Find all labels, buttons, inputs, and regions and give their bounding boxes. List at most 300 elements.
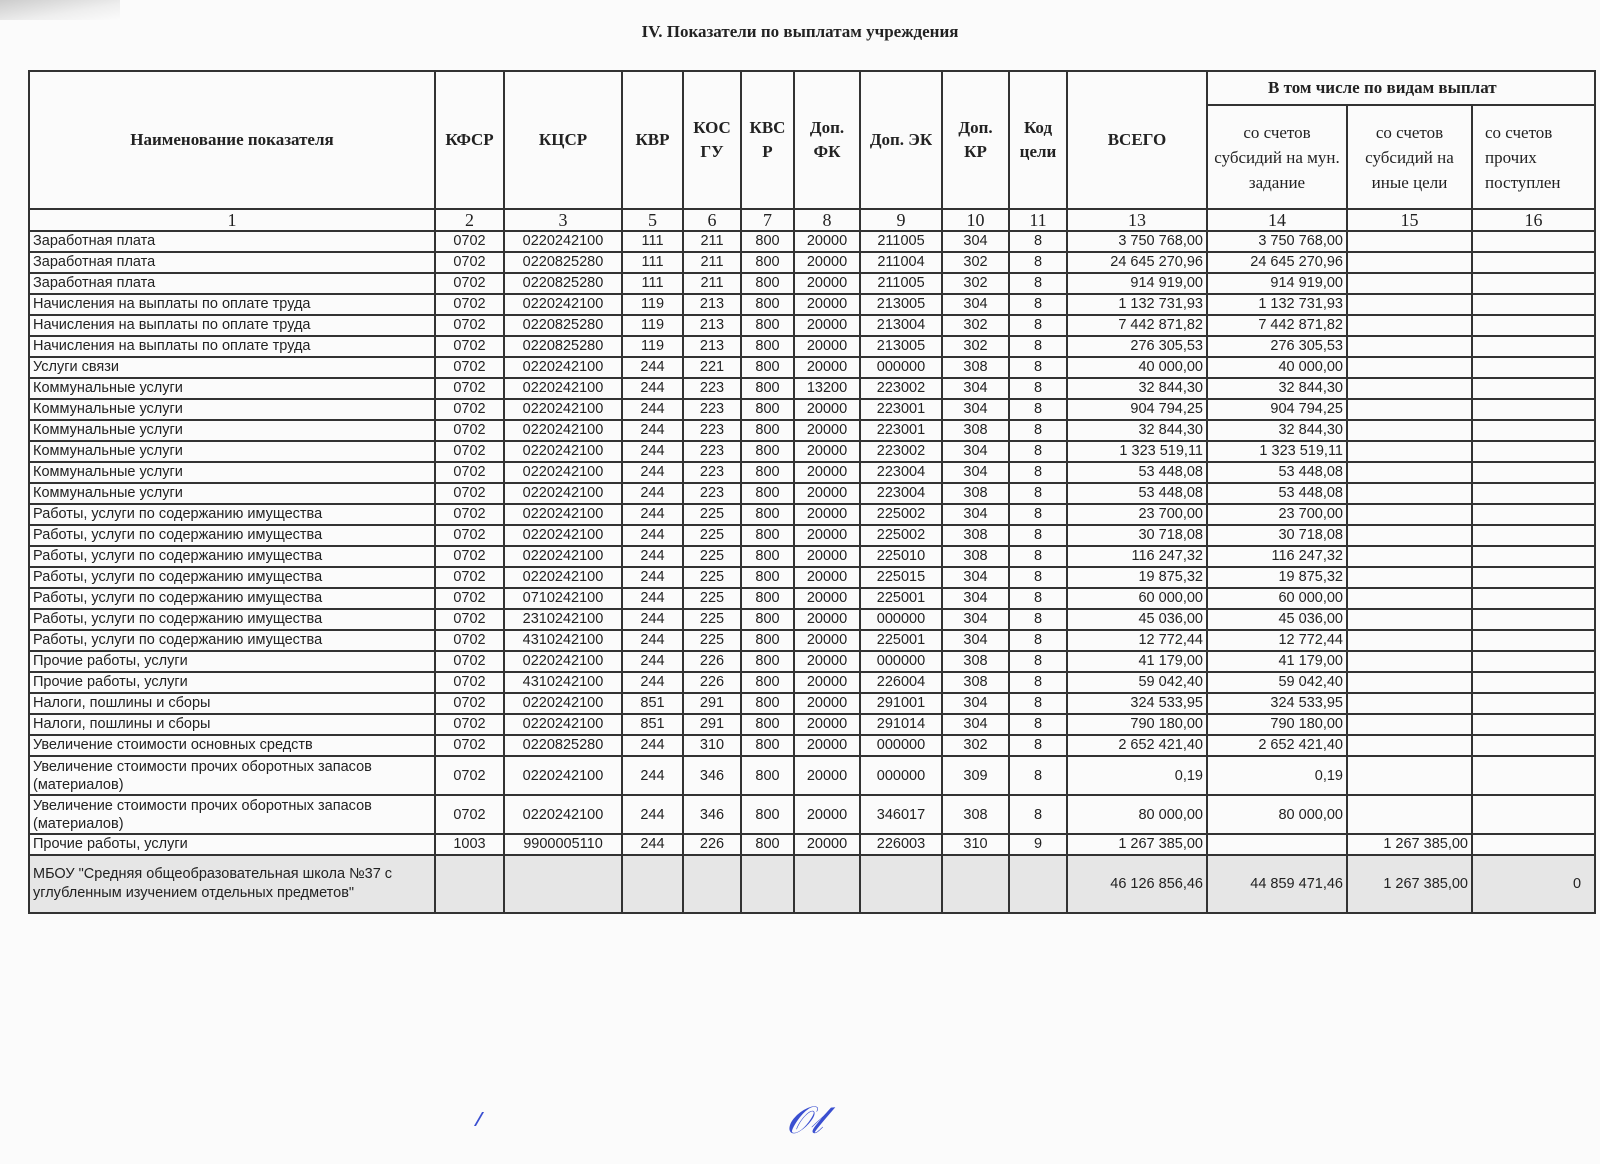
cell-kvsr: 800 [741,795,794,834]
cell-kcsr: 0220825280 [504,336,622,357]
cell-kfsr: 0702 [435,273,504,294]
cell-kod-celi: 8 [1009,588,1067,609]
cell-kfsr: 0702 [435,399,504,420]
cell-kosgu: 223 [683,462,741,483]
cell-kcsr: 0220242100 [504,294,622,315]
cell-kosgu: 223 [683,399,741,420]
cell-kvr: 244 [622,462,683,483]
cell-kvr: 244 [622,834,683,855]
cell-kosgu: 221 [683,357,741,378]
cell-kcsr: 0220242100 [504,546,622,567]
cell-sub-mun: 7 442 871,82 [1207,315,1347,336]
cell-kvsr: 800 [741,630,794,651]
cell-kvr: 244 [622,504,683,525]
cell-kosgu: 310 [683,735,741,756]
cell-dop-kr: 302 [942,735,1009,756]
cell-sub-other [1347,795,1472,834]
cell-kod-celi: 8 [1009,714,1067,735]
cell-total: 32 844,30 [1067,420,1207,441]
cell-name: Работы, услуги по содержанию имущества [29,504,435,525]
cell-other-income [1472,357,1595,378]
page-title: IV. Показатели по выплатам учреждения [641,22,959,41]
cell-sub-mun: 30 718,08 [1207,525,1347,546]
cell-sub-mun: 45 036,00 [1207,609,1347,630]
cell-sub-mun: 3 750 768,00 [1207,231,1347,252]
cell-kcsr: 0220242100 [504,378,622,399]
cell-kosgu: 226 [683,672,741,693]
cell-sub-mun: 60 000,00 [1207,588,1347,609]
cell-dop-kr: 304 [942,714,1009,735]
cell-dop-ek: 223001 [860,420,942,441]
cell-dop-fk: 20000 [794,651,860,672]
cell-kfsr: 0702 [435,420,504,441]
cell-sub-other [1347,714,1472,735]
cell-sub-mun: 2 652 421,40 [1207,735,1347,756]
table-row [29,525,1595,546]
cell-other-income [1472,567,1595,588]
cell-other-income [1472,462,1595,483]
cell-kvsr: 800 [741,378,794,399]
cell-other-income [1472,714,1595,735]
cell-sub-other [1347,252,1472,273]
cell-sub-other [1347,525,1472,546]
cell-sub-mun: 324 533,95 [1207,693,1347,714]
cell-dop-ek: 213005 [860,294,942,315]
cell-other-income [1472,525,1595,546]
cell-name: Работы, услуги по содержанию имущества [29,525,435,546]
cell-dop-kr: 304 [942,441,1009,462]
cell-kfsr: 0702 [435,756,504,795]
total-empty-cell [622,855,683,913]
column-number: 6 [683,209,741,231]
cell-total: 53 448,08 [1067,483,1207,504]
cell-kvr: 244 [622,630,683,651]
cell-kod-celi: 8 [1009,756,1067,795]
cell-dop-fk: 20000 [794,756,860,795]
cell-total: 19 875,32 [1067,567,1207,588]
cell-sub-mun: 32 844,30 [1207,420,1347,441]
cell-kosgu: 211 [683,252,741,273]
cell-kcsr: 4310242100 [504,630,622,651]
cell-kosgu: 225 [683,567,741,588]
cell-sub-other [1347,483,1472,504]
table-row [29,483,1595,504]
cell-kod-celi: 8 [1009,462,1067,483]
cell-kfsr: 0702 [435,483,504,504]
cell-kosgu: 291 [683,693,741,714]
cell-kosgu: 226 [683,651,741,672]
cell-other-income [1472,795,1595,834]
cell-sub-mun: 0,19 [1207,756,1347,795]
cell-kvsr: 800 [741,231,794,252]
cell-sub-mun: 276 305,53 [1207,336,1347,357]
column-number: 13 [1067,209,1207,231]
cell-dop-ek: 223002 [860,378,942,399]
cell-dop-kr: 304 [942,567,1009,588]
cell-dop-fk: 20000 [794,441,860,462]
cell-other-income [1472,378,1595,399]
cell-other-income [1472,420,1595,441]
cell-name: Налоги, пошлины и сборы [29,693,435,714]
cell-name: Коммунальные услуги [29,420,435,441]
cell-kcsr: 0220242100 [504,651,622,672]
cell-dop-kr: 308 [942,651,1009,672]
cell-kvr: 111 [622,231,683,252]
cell-sub-mun: 53 448,08 [1207,462,1347,483]
cell-name: Работы, услуги по содержанию имущества [29,546,435,567]
cell-kvsr: 800 [741,357,794,378]
cell-other-income [1472,315,1595,336]
cell-name: Коммунальные услуги [29,462,435,483]
cell-total: 2 652 421,40 [1067,735,1207,756]
cell-kcsr: 0220242100 [504,441,622,462]
cell-sub-mun: 23 700,00 [1207,504,1347,525]
cell-kvr: 244 [622,651,683,672]
cell-kcsr: 4310242100 [504,672,622,693]
table-row [29,441,1595,462]
cell-kosgu: 226 [683,834,741,855]
cell-kvr: 244 [622,672,683,693]
cell-dop-ek: 291014 [860,714,942,735]
cell-kcsr: 0220242100 [504,714,622,735]
cell-total: 80 000,00 [1067,795,1207,834]
cell-dop-fk: 20000 [794,735,860,756]
cell-dop-ek: 225015 [860,567,942,588]
cell-sub-mun: 32 844,30 [1207,378,1347,399]
total-empty-cell [942,855,1009,913]
cell-total: 276 305,53 [1067,336,1207,357]
cell-total: 41 179,00 [1067,651,1207,672]
cell-kcsr: 0220242100 [504,399,622,420]
cell-dop-fk: 20000 [794,609,860,630]
cell-kfsr: 0702 [435,693,504,714]
cell-dop-ek: 226004 [860,672,942,693]
column-number: 16 [1472,209,1595,231]
cell-dop-ek: 291001 [860,693,942,714]
cell-sub-mun [1207,834,1347,855]
header-sub-mun: со счетов субсидий на мун. задание [1207,105,1347,209]
cell-dop-ek: 225010 [860,546,942,567]
cell-total: 904 794,25 [1067,399,1207,420]
cell-kod-celi: 8 [1009,336,1067,357]
cell-kcsr: 0220825280 [504,735,622,756]
cell-dop-kr: 304 [942,609,1009,630]
cell-kvr: 119 [622,315,683,336]
cell-other-income [1472,834,1595,855]
table-row [29,462,1595,483]
cell-kvr: 244 [622,588,683,609]
cell-dop-ek: 225002 [860,504,942,525]
cell-kvr: 851 [622,714,683,735]
cell-other-income [1472,252,1595,273]
cell-kcsr: 0220825280 [504,252,622,273]
cell-kod-celi: 8 [1009,651,1067,672]
table-row [29,693,1595,714]
cell-kod-celi: 8 [1009,420,1067,441]
cell-kvr: 244 [622,441,683,462]
table-row [29,504,1595,525]
cell-total: 790 180,00 [1067,714,1207,735]
cell-dop-fk: 20000 [794,630,860,651]
cell-sub-mun: 904 794,25 [1207,399,1347,420]
cell-kosgu: 225 [683,504,741,525]
cell-kcsr: 2310242100 [504,609,622,630]
cell-dop-fk: 20000 [794,795,860,834]
cell-kvsr: 800 [741,273,794,294]
cell-name: Начисления на выплаты по оплате труда [29,294,435,315]
cell-sub-other [1347,399,1472,420]
signature-mark [474,1112,490,1126]
cell-kod-celi: 8 [1009,672,1067,693]
cell-sub-mun: 41 179,00 [1207,651,1347,672]
signature: 𝒪𝓁 [786,1098,823,1142]
cell-sub-other [1347,231,1472,252]
cell-kfsr: 0702 [435,567,504,588]
cell-kfsr: 0702 [435,357,504,378]
cell-sub-other [1347,504,1472,525]
cell-kosgu: 223 [683,378,741,399]
cell-kvr: 244 [622,357,683,378]
cell-dop-kr: 304 [942,588,1009,609]
cell-total: 914 919,00 [1067,273,1207,294]
cell-kosgu: 213 [683,336,741,357]
cell-kfsr: 0702 [435,231,504,252]
header-kod-celi: Код цели [1009,71,1067,209]
cell-kfsr: 0702 [435,525,504,546]
cell-dop-kr: 302 [942,252,1009,273]
cell-kvr: 119 [622,294,683,315]
total-sub-mun: 44 859 471,46 [1207,855,1347,913]
cell-kosgu: 225 [683,588,741,609]
cell-kod-celi: 8 [1009,357,1067,378]
table-row [29,231,1595,252]
total-name: МБОУ "Средняя общеобразовательная школа №37 с углубленным изучением отдельных предметов" [29,855,435,913]
cell-dop-ek: 226003 [860,834,942,855]
cell-sub-other [1347,462,1472,483]
cell-kcsr: 0220242100 [504,567,622,588]
cell-total: 1 267 385,00 [1067,834,1207,855]
header-kvr: КВР [622,71,683,209]
cell-kvr: 244 [622,735,683,756]
cell-name: Налоги, пошлины и сборы [29,714,435,735]
table-row [29,315,1595,336]
cell-dop-ek: 223002 [860,441,942,462]
cell-kcsr: 0710242100 [504,588,622,609]
table-row [29,714,1595,735]
column-number: 14 [1207,209,1347,231]
cell-dop-kr: 302 [942,336,1009,357]
cell-kvsr: 800 [741,672,794,693]
cell-sub-other [1347,420,1472,441]
cell-total: 60 000,00 [1067,588,1207,609]
cell-sub-other [1347,378,1472,399]
cell-kcsr: 0220242100 [504,357,622,378]
cell-other-income [1472,441,1595,462]
cell-kod-celi: 8 [1009,546,1067,567]
cell-kfsr: 0702 [435,462,504,483]
column-number: 15 [1347,209,1472,231]
cell-other-income [1472,294,1595,315]
cell-kvr: 119 [622,336,683,357]
cell-name: Работы, услуги по содержанию имущества [29,609,435,630]
cell-kod-celi: 8 [1009,504,1067,525]
cell-other-income [1472,231,1595,252]
cell-kosgu: 211 [683,231,741,252]
cell-dop-ek: 223004 [860,462,942,483]
cell-kfsr: 0702 [435,294,504,315]
cell-sub-other [1347,567,1472,588]
cell-total: 24 645 270,96 [1067,252,1207,273]
cell-total: 1 132 731,93 [1067,294,1207,315]
cell-dop-fk: 20000 [794,588,860,609]
column-number: 11 [1009,209,1067,231]
header-kcsr: КЦСР [504,71,622,209]
total-total: 46 126 856,46 [1067,855,1207,913]
cell-kosgu: 213 [683,294,741,315]
cell-kvsr: 800 [741,336,794,357]
total-empty-cell [504,855,622,913]
cell-dop-fk: 20000 [794,420,860,441]
cell-other-income [1472,504,1595,525]
cell-dop-kr: 308 [942,357,1009,378]
cell-sub-mun: 19 875,32 [1207,567,1347,588]
cell-sub-mun: 790 180,00 [1207,714,1347,735]
cell-dop-fk: 20000 [794,294,860,315]
table-row [29,357,1595,378]
cell-kfsr: 0702 [435,630,504,651]
cell-sub-other [1347,756,1472,795]
cell-kvr: 111 [622,273,683,294]
table-row [29,672,1595,693]
cell-name: Услуги связи [29,357,435,378]
cell-dop-fk: 13200 [794,378,860,399]
cell-dop-ek: 225001 [860,588,942,609]
cell-kvsr: 800 [741,693,794,714]
cell-kcsr: 9900005110 [504,834,622,855]
table-row [29,273,1595,294]
cell-dop-ek: 000000 [860,756,942,795]
cell-sub-other [1347,336,1472,357]
table-row [29,294,1595,315]
cell-kosgu: 213 [683,315,741,336]
table-row [29,567,1595,588]
cell-kcsr: 0220242100 [504,693,622,714]
cell-kvsr: 800 [741,714,794,735]
column-number: 3 [504,209,622,231]
cell-other-income [1472,336,1595,357]
cell-other-income [1472,672,1595,693]
cell-name: Увеличение стоимости прочих оборотных запасов (материалов) [29,756,435,795]
column-number: 5 [622,209,683,231]
total-empty-cell [435,855,504,913]
cell-other-income [1472,693,1595,714]
cell-name: Коммунальные услуги [29,483,435,504]
cell-name: Начисления на выплаты по оплате труда [29,336,435,357]
cell-kvsr: 800 [741,441,794,462]
cell-kod-celi: 8 [1009,693,1067,714]
cell-name: Прочие работы, услуги [29,651,435,672]
cell-kvr: 244 [622,795,683,834]
cell-total: 30 718,08 [1067,525,1207,546]
cell-kfsr: 1003 [435,834,504,855]
cell-kcsr: 0220242100 [504,483,622,504]
cell-kod-celi: 8 [1009,399,1067,420]
cell-dop-kr: 302 [942,315,1009,336]
table-row [29,834,1595,855]
table-row [29,735,1595,756]
cell-name: Заработная плата [29,252,435,273]
cell-dop-fk: 20000 [794,252,860,273]
cell-dop-ek: 225001 [860,630,942,651]
total-empty-cell [794,855,860,913]
column-number: 2 [435,209,504,231]
cell-dop-kr: 304 [942,630,1009,651]
cell-kfsr: 0702 [435,315,504,336]
cell-sub-other [1347,672,1472,693]
cell-dop-fk: 20000 [794,714,860,735]
cell-other-income [1472,273,1595,294]
header-other-income: со счетов прочих поступлен [1472,105,1595,209]
cell-sub-other [1347,357,1472,378]
cell-kvr: 851 [622,693,683,714]
total-sub-other: 1 267 385,00 [1347,855,1472,913]
cell-kvr: 111 [622,252,683,273]
cell-kfsr: 0702 [435,336,504,357]
cell-dop-kr: 302 [942,273,1009,294]
cell-dop-kr: 308 [942,672,1009,693]
cell-kcsr: 0220242100 [504,462,622,483]
cell-kvsr: 800 [741,420,794,441]
cell-dop-kr: 304 [942,462,1009,483]
table-row [29,399,1595,420]
cell-kvsr: 800 [741,294,794,315]
cell-kfsr: 0702 [435,609,504,630]
cell-kvsr: 800 [741,567,794,588]
cell-other-income [1472,630,1595,651]
cell-dop-ek: 211004 [860,252,942,273]
column-number: 9 [860,209,942,231]
cell-name: Коммунальные услуги [29,378,435,399]
cell-other-income [1472,651,1595,672]
cell-kvsr: 800 [741,252,794,273]
cell-total: 1 323 519,11 [1067,441,1207,462]
cell-dop-kr: 304 [942,399,1009,420]
cell-total: 12 772,44 [1067,630,1207,651]
cell-kosgu: 211 [683,273,741,294]
cell-sub-mun: 24 645 270,96 [1207,252,1347,273]
total-empty-cell [741,855,794,913]
cell-kvsr: 800 [741,462,794,483]
cell-kod-celi: 8 [1009,630,1067,651]
header-kosgu: КОС ГУ [683,71,741,209]
cell-dop-ek: 211005 [860,231,942,252]
cell-dop-kr: 304 [942,294,1009,315]
cell-kfsr: 0702 [435,441,504,462]
cell-dop-ek: 213005 [860,336,942,357]
column-number: 10 [942,209,1009,231]
cell-sub-other [1347,630,1472,651]
header-dop-ek: Доп. ЭК [860,71,942,209]
cell-kvr: 244 [622,378,683,399]
cell-dop-fk: 20000 [794,273,860,294]
cell-dop-fk: 20000 [794,567,860,588]
cell-total: 116 247,32 [1067,546,1207,567]
total-empty-cell [683,855,741,913]
cell-dop-kr: 309 [942,756,1009,795]
cell-kod-celi: 8 [1009,567,1067,588]
cell-name: Заработная плата [29,231,435,252]
payments-table [28,70,1596,914]
